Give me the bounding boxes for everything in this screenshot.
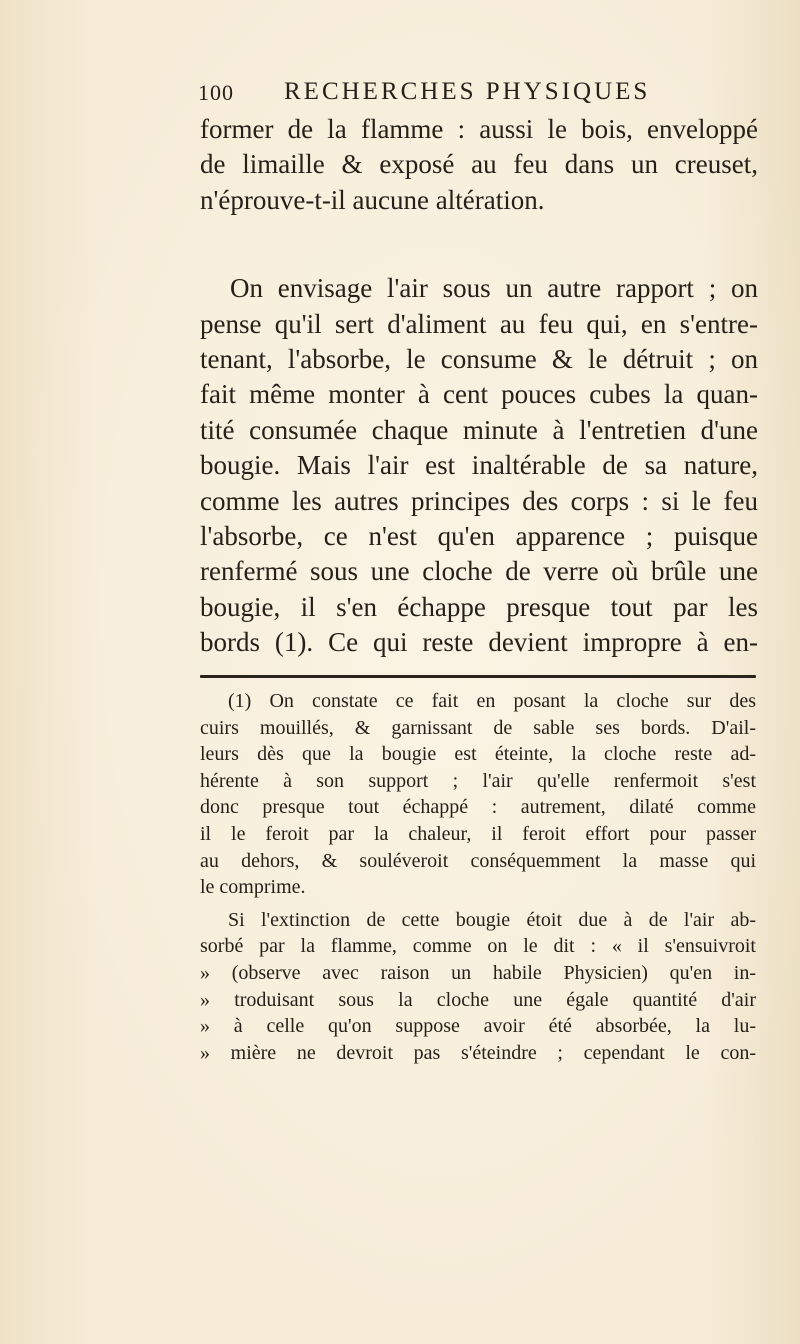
main-line: bougie, il s'en échappe presque tout par les: [200, 591, 758, 622]
page-header: [198, 80, 758, 110]
footnote-line: » mière ne devroit pas s'éteindre ; cependant le con-: [200, 1041, 756, 1064]
main-line: fait même monter à cent pouces cubes la quan-: [200, 379, 758, 410]
footnote-line: cuirs mouillés, & garnissant de sable ses bords. D'ail-: [200, 716, 756, 739]
footnote-line: le comprime.: [200, 876, 306, 899]
footnote-line: donc presque tout échappé : autrement, dilaté comme: [200, 796, 756, 819]
footnote-line: (1) On constate ce fait en posant la cloche sur des: [228, 690, 756, 712]
main-line: bougie. Mais l'air est inaltérable de sa nature,: [200, 450, 758, 481]
footnote-line: » troduisant sous la cloche une égale quantité d'air: [200, 988, 756, 1011]
footnotes: [200, 688, 756, 1066]
footnote-line: sorbé par la flamme, comme on le dit : « il s'ensuivroit: [200, 935, 756, 958]
paragraph-gap: [200, 218, 758, 271]
footnote-line: hérente à son support ; l'air qu'elle renfermoit s'est: [200, 769, 756, 792]
footnote-rule: [200, 675, 756, 678]
footnote-line: » (observe avec raison un habile Physicien) qu'en in-: [200, 961, 756, 984]
main-line: former de la flamme : aussi le bois, enveloppé: [200, 114, 758, 144]
main-line: n'éprouve-t-il aucune altération.: [200, 184, 545, 215]
running-title: RECHERCHES PHYSIQUES: [284, 78, 651, 105]
footnote-line: il le feroit par la chaleur, il feroit effort pour passer: [200, 822, 756, 845]
main-line: renfermé sous une cloche de verre où brûle une: [200, 556, 758, 587]
main-line: On envisage l'air sous un autre rapport ; on: [230, 273, 758, 304]
footnote-line: leurs dès que la bougie est éteinte, la cloche reste ad-: [200, 743, 756, 766]
main-line: pense qu'il sert d'aliment au feu qui, en s'entre-: [200, 308, 758, 339]
main-line: bords (1). Ce qui reste devient impropre à en-: [200, 627, 758, 658]
footnote-line: » à celle qu'on suppose avoir été absorbée, la lu-: [200, 1015, 756, 1038]
footnote-line: Si l'extinction de cette bougie étoit due à de l'air ab-: [228, 908, 756, 931]
footnote-line: au dehors, & souléveroit conséquemment la masse qui: [200, 849, 756, 872]
main-line: comme les autres principes des corps : si le feu: [200, 485, 758, 516]
main-line: l'absorbe, ce n'est qu'en apparence ; puisque: [200, 521, 758, 552]
main-line: tité consumée chaque minute à l'entretien d'une: [200, 414, 758, 445]
main-line: tenant, l'absorbe, le consume & le détruit ; on: [200, 344, 758, 375]
main-line: de limaille & exposé au feu dans un creuset,: [200, 149, 758, 180]
main-text: [200, 112, 758, 661]
page-number: 100: [198, 80, 234, 105]
